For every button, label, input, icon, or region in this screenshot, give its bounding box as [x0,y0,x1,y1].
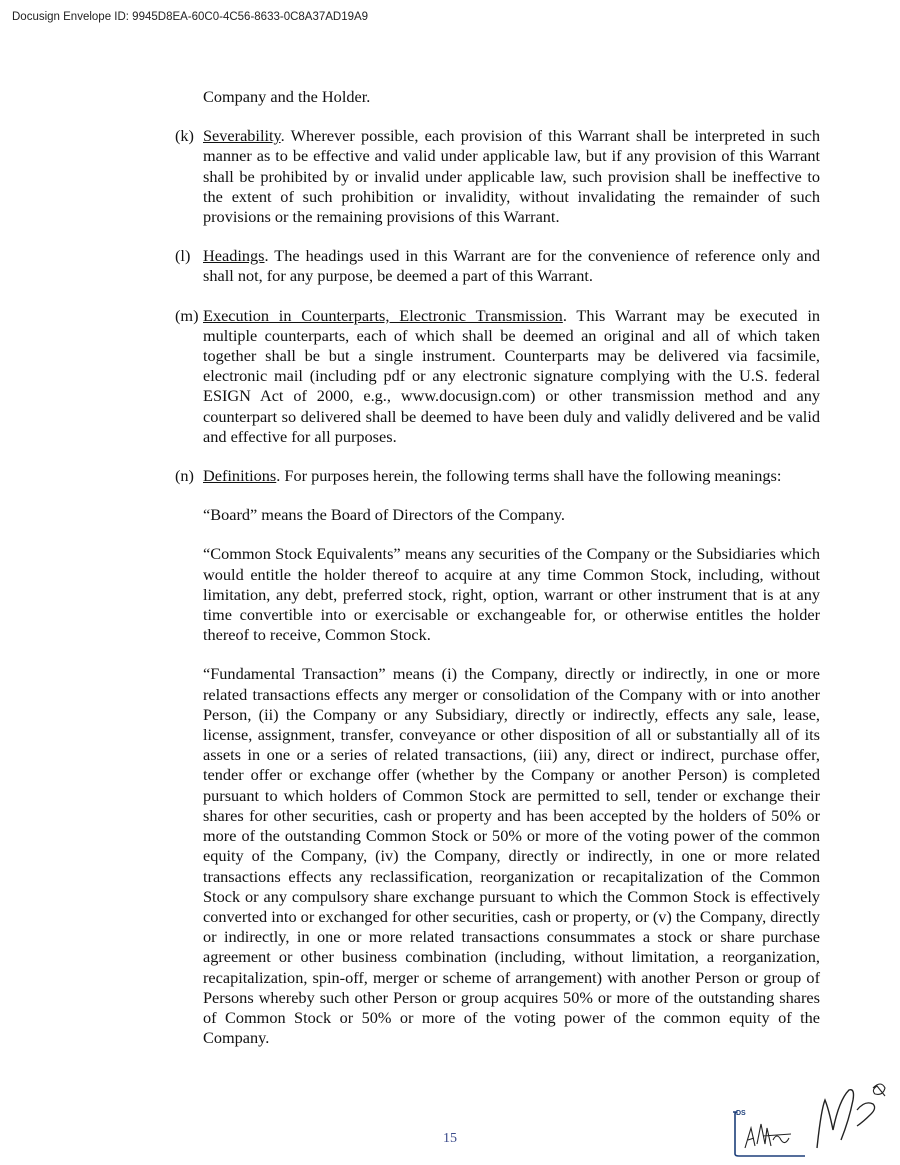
section-heading: Headings [203,246,265,266]
section-label: (k) [175,126,194,146]
section-text: . The headings used in this Warrant are for the convenience of reference only and shall not, for any purpose, be deemed a part of this Warrant. [203,246,820,286]
continuation-text: Company and the Holder. [203,87,371,106]
handwritten-signature-icon [725,1070,895,1160]
section-text: . Wherever possible, each provision of this Warrant shall be interpreted in such manner as to be effective and valid under applicable law, but if any provision of this Warrant shall be prohibited by or invalid under applicable law, such provision shall be ineffective to the extent of such prohibition or invalidity, without invalidating the remainder of such provisions or the remaining provisions of this Warrant. [203,126,820,227]
section-heading: Execution in Counterparts, Electronic Transmission [203,305,563,325]
ds-label: DS [736,1110,746,1117]
section-label: (n) [175,466,194,486]
section-m [175,306,820,447]
definition-fundamental-transaction: “Fundamental Transaction” means (i) the Company, directly or indirectly, in one or more related transactions effects any merger or consolidation of the Company with or into another Person, (ii) the Company or any Subsidiary, directly or indirectly, effects any sale, lease, license, assignment, transfer, conveyance or other disposition of all or substantially all of its assets in one or a series of related transactions, (iii) any, direct or indirect, purchase offer, tender offer or exchange offer (whether by the Company or another Person) is completed pursuant to which holders of Common Stock are permitted to sell, tender or exchange their shares for other securities, cash or property and has been accepted by the holders of 50% or more of the outstanding Common Stock or 50% or more of the voting power of the common equity of the Company, (iv) the Company, directly or indirectly, in one or more related transactions effects any reclassification, reorganization or recapitalization of the Common Stock or any compulsory share exchange pursuant to which the Common Stock is effectively converted into or exchanged for other securities, cash or property, or (v) the Company, directly or indirectly, in one or more related transactions consummates a stock or share purchase agreement or other business combination (including, without limitation, a reorganization, recapitalization, spin-off, merger or scheme of arrangement) with another Person or group of Persons whereby such other Person or group acquires 50% or more of the outstanding shares of Common Stock or 50% or more of the voting power of the common equity of the Company. [203,664,820,1048]
section-text: . This Warrant may be executed in multiple counterparts, each of which shall be deemed an original and all of which taken together shall be but a single instrument. Counterparts may be delivered via facsimile, electronic mail (including pdf or any electronic signature complying with the U.S. federal ESIGN Act of 2000, e.g., www.docusign.com) or other transmission method and any counterpart so delivered shall be deemed to have been duly and validly delivered and be valid and effective for all purposes. [203,305,821,446]
section-body [203,466,820,486]
section-text: . For purposes herein, the following terms shall have the following meanings: [276,466,782,486]
section-body [203,126,820,227]
definition-board: “Board” means the Board of Directors of the Company. [203,505,565,525]
section-label: (m) [175,305,199,325]
section-body [203,246,820,286]
section-n [175,466,820,486]
section-label: (l) [175,246,191,266]
page-number: 15 [443,1131,457,1146]
document-body [175,87,820,1067]
section-body [203,306,820,447]
definition-common-stock-equivalents: “Common Stock Equivalents” means any securities of the Company or the Subsidiaries which would entitle the holder thereof to acquire at any time Common Stock, including, without limitation, any debt, preferred stock, right, option, warrant or other instrument that is at any time convertible into or exercisable or exchangeable for, or otherwise entitles the holder thereof to receive, Common Stock. [203,544,820,645]
section-k [175,126,820,227]
section-heading: Severability [203,126,281,146]
section-l [175,246,820,286]
section-heading: Definitions [203,466,277,486]
envelope-id: Docusign Envelope ID: 9945D8EA-60C0-4C56-8633-0C8A37AD19A9 [12,11,369,23]
